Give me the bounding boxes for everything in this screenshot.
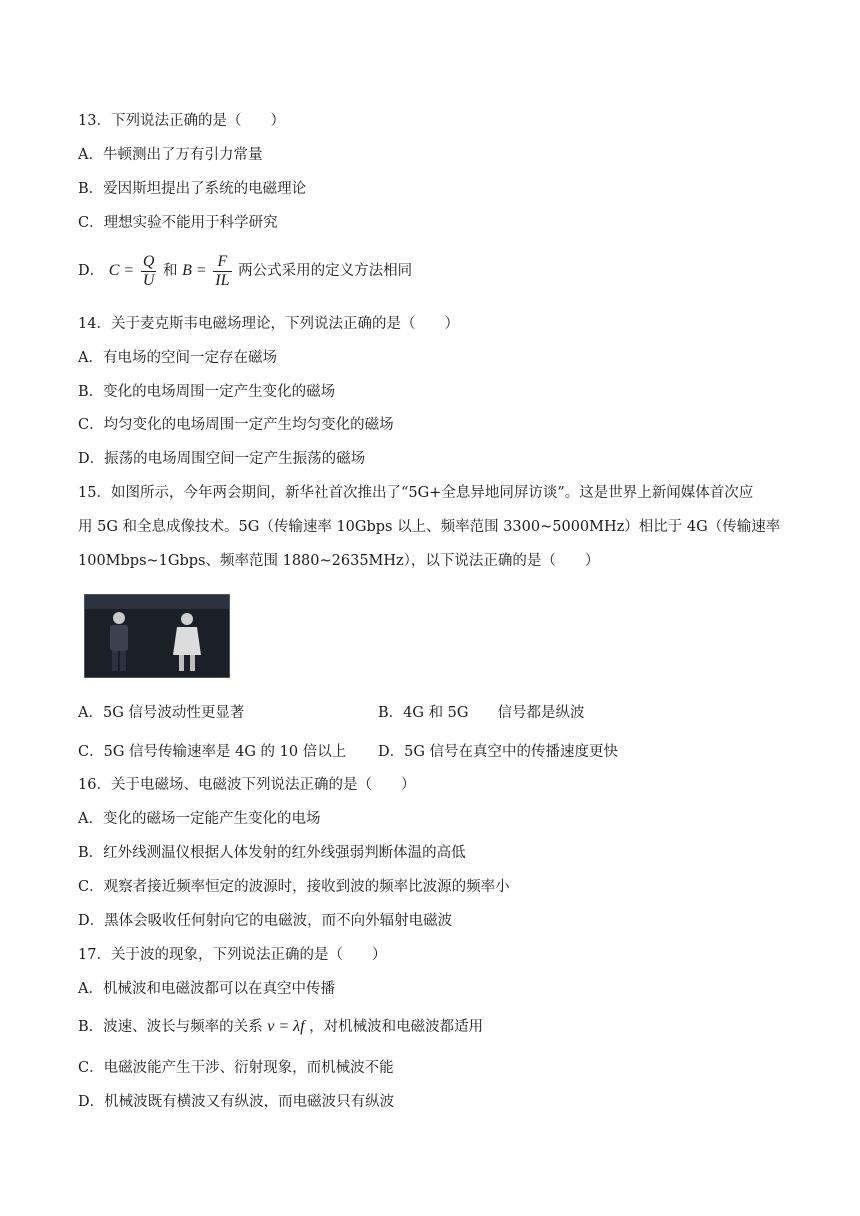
q17-option-c: C．电磁波能产生干涉、衍射现象，而机械波不能 [78,1060,394,1076]
q15-option-d: D．5G 信号在真空中的传播速度更快 [378,744,619,760]
q14-stem: 14．关于麦克斯韦电磁场理论，下列说法正确的是（ ） [78,316,459,332]
formula-b-denominator: IL [215,271,230,289]
q16-option-d: D．黑体会吸收任何射向它的电磁波，而不向外辐射电磁波 [78,913,453,929]
formula-b-lhs: B = [182,262,207,279]
q15-option-c: C．5G 信号传输速率是 4G 的 10 倍以上 [78,744,347,760]
q16-option-c: C．观察者接近频率恒定的波源时，接收到波的频率比波源的频率小 [78,879,510,895]
q15-option-a: A．5G 信号波动性更显著 [78,705,245,721]
formula-b-fraction [213,253,231,290]
q17-option-b-suffix: ，对机械波和电磁波都适用 [309,1019,484,1035]
q15-stem-line3: 100Mbps~1Gbps、频率范围 1880~2635MHz），以下说法正确的是（ ） [78,553,600,569]
interview-photo [84,594,230,678]
formula-b-numerator: F [213,253,231,272]
q14-option-a: A．有电场的空间一定存在磁场 [78,350,277,366]
q16-stem: 16．关于电磁场、电磁波下列说法正确的是（ ） [78,777,416,793]
q13-option-c: C．理想实验不能用于科学研究 [78,215,278,231]
q15-stem-line2: 用 5G 和全息成像技术。5G（传输速率 10Gbps 以上、频率范围 3300~5000MHz）相比于 4G（传输速率 [78,519,781,535]
q16-option-b: B．红外线测温仪根据人体发射的红外线强弱判断体温的高低 [78,845,466,861]
q15-stem-line1: 15．如图所示，今年两会期间，新华社首次推出了“5G+全息异地同屏访谈”。这是世界上新闻媒体首次应 [78,485,754,501]
q14-option-c: C．均匀变化的电场周围一定产生均匀变化的磁场 [78,417,394,433]
q13-option-d-text: 两公式采用的定义方法相同 [238,263,413,279]
q17-stem: 17．关于波的现象，下列说法正确的是（ ） [78,947,387,963]
formula-c-denominator: U [142,271,155,289]
q17-option-d: D．机械波既有横波又有纵波，而电磁波只有纵波 [78,1094,395,1110]
q16-option-a: A．变化的磁场一定能产生变化的电场 [78,811,321,827]
wave-formula: v = λf [267,1018,305,1035]
q13-option-d [78,252,412,290]
q17-option-b-text: B．波速、波长与频率的关系 [78,1019,263,1035]
q13-option-d-and: 和 [163,263,178,279]
q14-option-b: B．变化的电场周围一定产生变化的磁场 [78,384,336,400]
photo-banner [85,595,229,609]
q17-option-b [78,1017,483,1037]
person-left-figure [105,609,133,673]
formula-c-numerator: Q [142,252,155,270]
formula-c-lhs: C = [108,262,135,279]
q17-option-a: A．机械波和电磁波都可以在真空中传播 [78,981,335,997]
q13-stem: 13．下列说法正确的是（ ） [78,113,285,129]
formula-c-fraction [141,253,157,290]
q15-option-b: B．4G 和 5G 信号都是纵波 [378,705,585,721]
person-right-figure [167,611,207,673]
q13-option-d-label: D． [78,263,105,279]
q14-option-d: D．振荡的电场周围空间一定产生振荡的磁场 [78,451,366,467]
q13-option-b: B．爱因斯坦提出了系统的电磁理论 [78,181,307,197]
q13-option-a: A．牛顿测出了万有引力常量 [78,147,263,163]
